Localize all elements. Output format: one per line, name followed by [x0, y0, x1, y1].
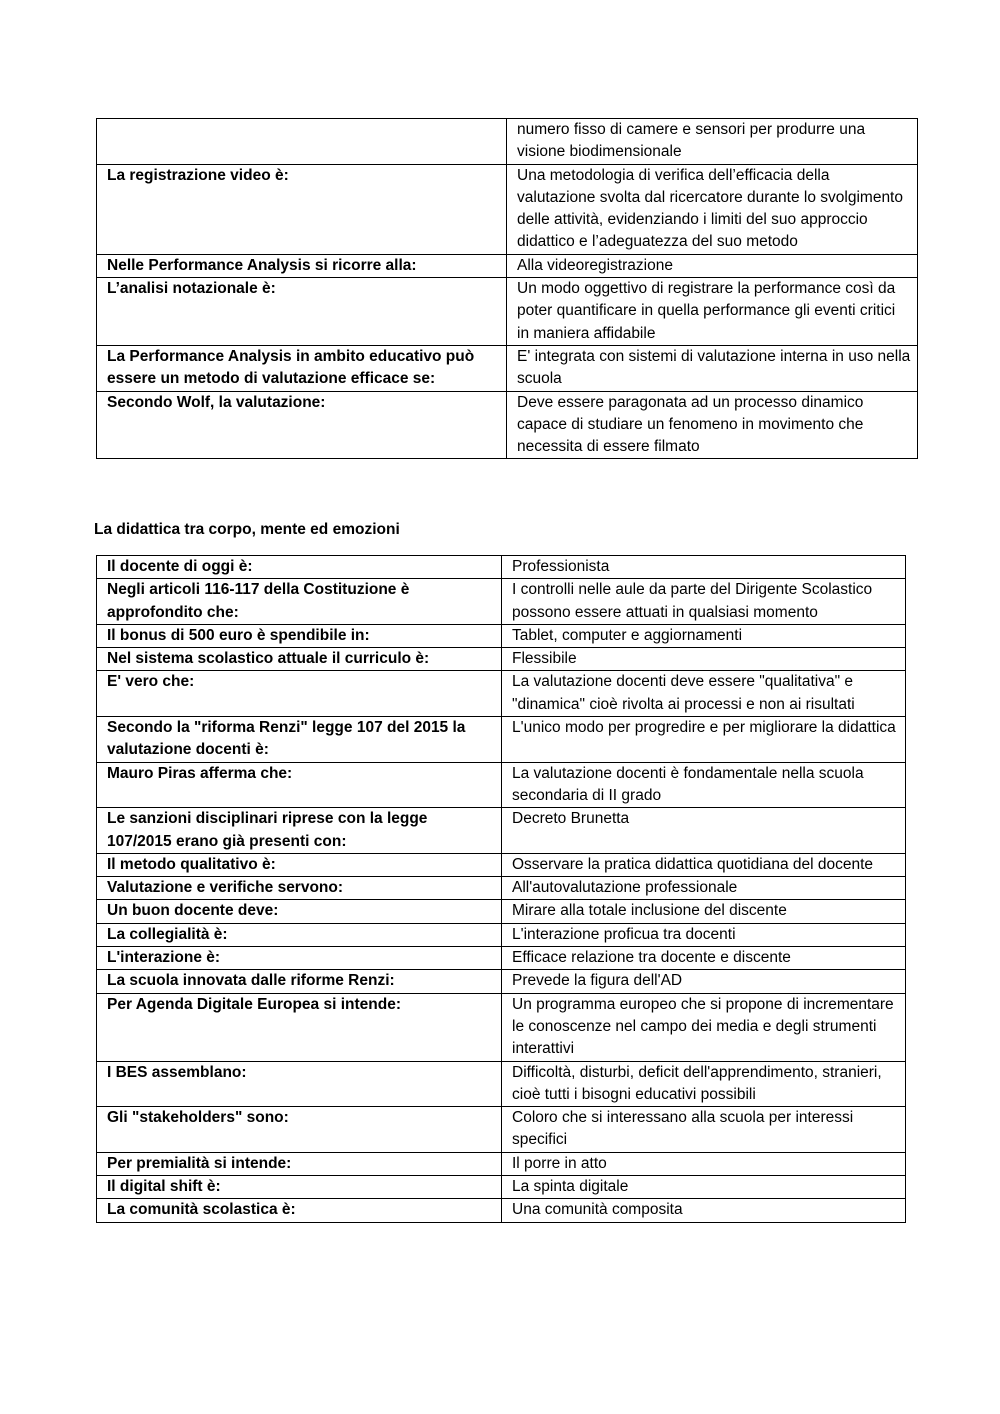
question-cell: Un buon docente deve: [97, 900, 502, 923]
answer-cell: Un modo oggettivo di registrare la performance così da poter quantificare in quella performance gli eventi critici in maniera affidabile [507, 278, 918, 346]
table-row [97, 624, 906, 647]
qa-table-body [97, 556, 906, 1223]
answer-cell: Mirare alla totale inclusione del discente [502, 900, 906, 923]
answer-cell: All'autovalutazione professionale [502, 877, 906, 900]
table-row [97, 119, 918, 165]
table-row [97, 1107, 906, 1153]
question-cell: Mauro Piras afferma che: [97, 762, 502, 808]
qa-table-performance-analysis [96, 118, 918, 459]
question-cell [97, 119, 507, 165]
answer-cell: Una metodologia di verifica dell’efficacia della valutazione svolta dal ricercatore durante lo svolgimento delle attività, evidenziando i limiti del suo approccio didattico e l’adeguatezza del suo metodo [507, 164, 918, 254]
answer-cell: I controlli nelle aule da parte del Dirigente Scolastico possono essere attuati in qualsiasi momento [502, 579, 906, 625]
answer-cell: Prevede la figura dell'AD [502, 970, 906, 993]
answer-cell: Efficace relazione tra docente e discente [502, 947, 906, 970]
question-cell: La collegialità è: [97, 923, 502, 946]
answer-cell: Una comunità composita [502, 1199, 906, 1222]
question-cell: La registrazione video è: [97, 164, 507, 254]
table-row [97, 947, 906, 970]
answer-cell: Flessibile [502, 648, 906, 671]
table-row [97, 853, 906, 876]
question-cell: L’analisi notazionale è: [97, 278, 507, 346]
answer-cell: Coloro che si interessano alla scuola per interessi specifici [502, 1107, 906, 1153]
table-row [97, 345, 918, 391]
question-cell: Il digital shift è: [97, 1176, 502, 1199]
question-cell: E' vero che: [97, 671, 502, 717]
table-row [97, 970, 906, 993]
answer-cell: Deve essere paragonata ad un processo dinamico capace di studiare un fenomeno in movimento che necessita di essere filmato [507, 391, 918, 459]
table-row [97, 579, 906, 625]
table-row [97, 877, 906, 900]
question-cell: Il bonus di 500 euro è spendibile in: [97, 624, 502, 647]
question-cell: Per premialità si intende: [97, 1152, 502, 1175]
question-cell: La comunità scolastica è: [97, 1199, 502, 1222]
table-row [97, 993, 906, 1061]
table-row [97, 923, 906, 946]
table-row [97, 648, 906, 671]
table-row [97, 164, 918, 254]
table-row [97, 808, 906, 854]
qa-table-body [97, 119, 918, 459]
answer-cell: numero fisso di camere e sensori per produrre una visione biodimensionale [507, 119, 918, 165]
question-cell: Secondo la "riforma Renzi" legge 107 del 2015 la valutazione docenti è: [97, 717, 502, 763]
answer-cell: E' integrata con sistemi di valutazione interna in uso nella scuola [507, 345, 918, 391]
question-cell: Negli articoli 116-117 della Costituzione è approfondito che: [97, 579, 502, 625]
table-row [97, 391, 918, 459]
answer-cell: Un programma europeo che si propone di incrementare le conoscenze nel campo dei media e degli strumenti interattivi [502, 993, 906, 1061]
question-cell: Il docente di oggi è: [97, 556, 502, 579]
table-row [97, 900, 906, 923]
table-row [97, 1176, 906, 1199]
answer-cell: Difficoltà, disturbi, deficit dell'apprendimento, stranieri, cioè tutti i bisogni educativi possibili [502, 1061, 906, 1107]
question-cell: Secondo Wolf, la valutazione: [97, 391, 507, 459]
table-row [97, 1199, 906, 1222]
answer-cell: Tablet, computer e aggiornamenti [502, 624, 906, 647]
answer-cell: L'unico modo per progredire e per migliorare la didattica [502, 717, 906, 763]
answer-cell: L'interazione proficua tra docenti [502, 923, 906, 946]
question-cell: Nel sistema scolastico attuale il curriculo è: [97, 648, 502, 671]
question-cell: La Performance Analysis in ambito educativo può essere un metodo di valutazione efficace se: [97, 345, 507, 391]
answer-cell: La valutazione docenti deve essere "qualitativa" e "dinamica" cioè rivolta ai processi e non ai risultati [502, 671, 906, 717]
question-cell: Le sanzioni disciplinari riprese con la legge 107/2015 erano già presenti con: [97, 808, 502, 854]
table-row [97, 762, 906, 808]
answer-cell: Alla videoregistrazione [507, 254, 918, 277]
question-cell: Per Agenda Digitale Europea si intende: [97, 993, 502, 1061]
answer-cell: Il porre in atto [502, 1152, 906, 1175]
table-row [97, 556, 906, 579]
answer-cell: La valutazione docenti è fondamentale nella scuola secondaria di II grado [502, 762, 906, 808]
table-row [97, 1152, 906, 1175]
table-row [97, 254, 918, 277]
question-cell: L'interazione è: [97, 947, 502, 970]
answer-cell: Professionista [502, 556, 906, 579]
answer-cell: Decreto Brunetta [502, 808, 906, 854]
answer-cell: La spinta digitale [502, 1176, 906, 1199]
table-row [97, 278, 918, 346]
question-cell: Il metodo qualitativo è: [97, 853, 502, 876]
answer-cell: Osservare la pratica didattica quotidiana del docente [502, 853, 906, 876]
table-row [97, 717, 906, 763]
question-cell: Valutazione e verifiche servono: [97, 877, 502, 900]
question-cell: Nelle Performance Analysis si ricorre alla: [97, 254, 507, 277]
question-cell: Gli "stakeholders" sono: [97, 1107, 502, 1153]
table-row [97, 671, 906, 717]
question-cell: I BES assemblano: [97, 1061, 502, 1107]
question-cell: La scuola innovata dalle riforme Renzi: [97, 970, 502, 993]
qa-table-didattica [96, 555, 906, 1223]
table-row [97, 1061, 906, 1107]
section-heading: La didattica tra corpo, mente ed emozioni [94, 521, 400, 538]
